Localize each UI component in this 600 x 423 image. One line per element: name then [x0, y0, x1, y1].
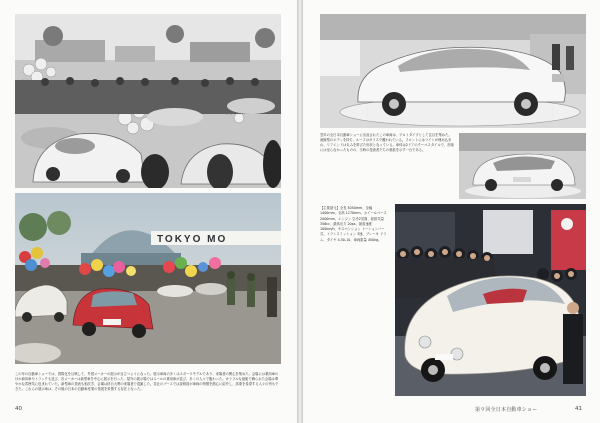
- left-page: [0, 0, 297, 423]
- photo-crowd-auto-show: [15, 14, 281, 188]
- running-title: 第９回全日本自動車ショー: [475, 407, 538, 413]
- tokyo-motor-show-sign: TOKYO MO: [157, 234, 228, 245]
- right-page: [303, 0, 600, 423]
- spec-text: 【主要諸元】全長 3050mm、全幅 1400mm、全高 1170mm、ホイールベース 2000mm、エンジン 空冷2気筒、総排気量 356cc、最高出力 20ps、最高速度 100km/h、サスペンション トーションバー式、トランスミッション 3速、ブレーキ ドラム、タイヤ 4.50-10、車両重量 450kg。: [320, 206, 387, 242]
- photo-concept-car-rear: [459, 133, 586, 199]
- photo-show-grounds-color: [15, 193, 281, 364]
- photo-concept-car-turntable: [320, 14, 586, 128]
- page-number-left: 40: [15, 406, 22, 412]
- left-body-text: この年の自動車ショーでは、国際化を反映して、外国メーカーの展示が目立つようになった。展示車両の多くはスポーツモデルであり、来場者の関心を集めた。会場には乗用車のほか商用車やトラックも並び、各メーカーは新型車を中心に展示を行った。屋外の展示場ではスバルの乗用車が並び、多くの人々で賑わった。カラフルな風船で飾られた会場は華やかな雰囲気に包まれていた。新型車の発表も相次ぎ、会場は終日大勢の来場者で混雑した。各社のブースでは説明員が車両の特徴を熱心に紹介し、試乗を希望する人々の列もできた。これらの展示車は、その後の日本の自動車産業の発展を象徴する存在となった。: [15, 372, 279, 392]
- photo-concept-car-color: [395, 204, 586, 396]
- right-body-text: 翌年の全日本自動車ショーに出品されたこの車両は、プロトタイプとして注目を集めた。流線型のボディを持ち、ルーフはガラスで覆われている。フロントにはライトが埋め込まれ、リアエンドは丸みを帯びた形状となっている。車体は2ドアのクーペスタイルで、市販には至らなかったものの、当時の技術者たちの意欲を示す一台である。: [320, 133, 454, 153]
- page-number-right: 41: [575, 406, 582, 412]
